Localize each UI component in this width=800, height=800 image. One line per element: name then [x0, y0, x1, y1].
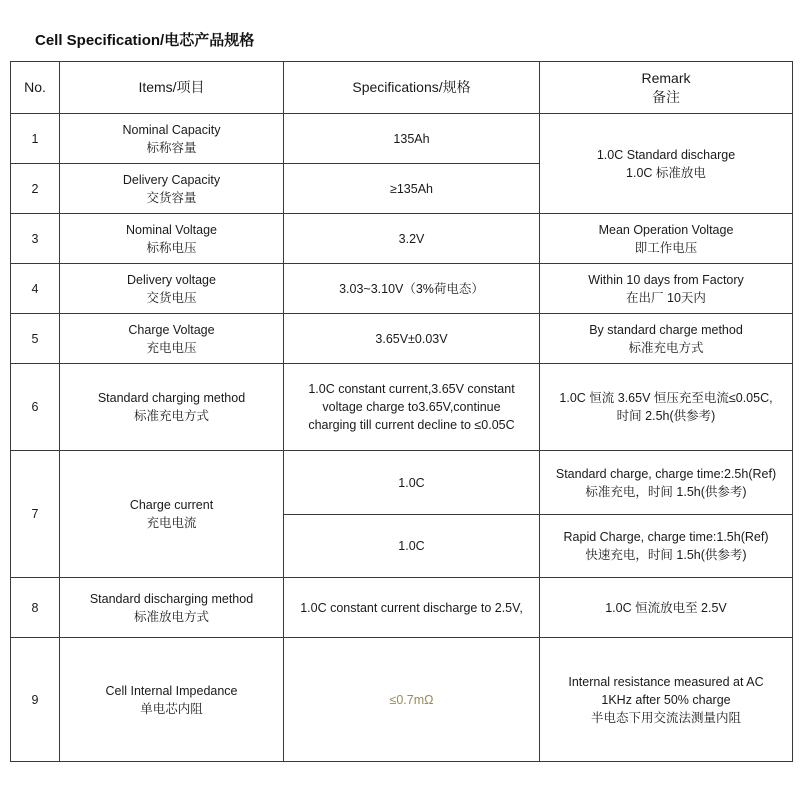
- row-no: 9: [11, 638, 60, 762]
- remark-cell: [540, 214, 793, 264]
- spec-cell: ≥135Ah: [284, 164, 540, 214]
- remark-cell: [540, 451, 793, 515]
- remark-cell: [540, 264, 793, 314]
- row-no: 6: [11, 364, 60, 451]
- row-no: 1: [11, 114, 60, 164]
- remark-cell: 1.0C 恒流放电至 2.5V: [540, 578, 793, 638]
- item-cn: 交货电压: [146, 290, 197, 305]
- table-row: [11, 364, 793, 451]
- item-cell: [60, 164, 284, 214]
- item-cn: 交货容量: [146, 190, 197, 205]
- header-no: No.: [11, 62, 60, 114]
- spec-cell: 1.0C constant current discharge to 2.5V,: [284, 578, 540, 638]
- remark-line: 即工作电压: [634, 240, 698, 255]
- remark-line: 1KHz after 50% charge: [601, 692, 731, 707]
- item-cell: [60, 214, 284, 264]
- spec-cell: ≤0.7mΩ: [284, 638, 540, 762]
- remark-cell: [540, 638, 793, 762]
- remark-cell: [540, 364, 793, 451]
- row-no: 8: [11, 578, 60, 638]
- item-cn: 标称容量: [146, 140, 197, 155]
- table-row: [11, 114, 793, 164]
- item-cell: [60, 364, 284, 451]
- remark-line: 在出厂 10天内: [626, 290, 706, 305]
- spec-cell: 135Ah: [284, 114, 540, 164]
- item-cn: 标准放电方式: [133, 609, 209, 624]
- remark-cell: [540, 515, 793, 578]
- remark-line: 1.0C 标准放电: [626, 165, 706, 180]
- header-remark: [540, 62, 793, 114]
- table-row: [11, 638, 793, 762]
- row-no: 4: [11, 264, 60, 314]
- header-remark-en: Remark: [641, 69, 691, 86]
- item-cell: [60, 314, 284, 364]
- row-no: 7: [11, 451, 60, 578]
- item-cell: [60, 264, 284, 314]
- item-cn: 单电芯内阻: [140, 701, 203, 716]
- remark-line: 半电态下用交流法测量内阻: [590, 710, 741, 725]
- item-en: Delivery Capacity: [122, 172, 221, 187]
- remark-cell: [540, 314, 793, 364]
- header-items: Items/项目: [60, 62, 284, 114]
- remark-line: Within 10 days from Factory: [588, 272, 744, 287]
- item-cell: [60, 451, 284, 578]
- item-en: Standard charging method: [97, 391, 246, 405]
- spec-cell: [284, 364, 540, 451]
- remark-line: 快速充电，时间 1.5h(供参考): [585, 548, 747, 562]
- header-remark-cn: 备注: [652, 88, 680, 105]
- spec-cell: 1.0C: [284, 515, 540, 578]
- remark-line: 标准充电方式: [628, 340, 704, 355]
- table-row: [11, 214, 793, 264]
- remark-line: Mean Operation Voltage: [598, 222, 734, 237]
- table-row: [11, 451, 793, 515]
- item-cn: 标称电压: [146, 240, 197, 255]
- spec-cell: 3.03~3.10V（3%荷电态）: [284, 264, 540, 314]
- item-cell: [60, 638, 284, 762]
- item-en: Nominal Voltage: [125, 222, 218, 237]
- table-row: [11, 314, 793, 364]
- item-en: Delivery voltage: [127, 272, 216, 287]
- item-cn: 充电电压: [146, 340, 197, 355]
- item-en: Cell Internal Impedance: [105, 683, 238, 698]
- remark-cell: [540, 114, 793, 214]
- remark-line: 时间 2.5h(供参考): [616, 409, 716, 423]
- row-no: 5: [11, 314, 60, 364]
- spec-cell: 3.2V: [284, 214, 540, 264]
- item-cn: 标准充电方式: [133, 409, 209, 423]
- spec-table: [10, 61, 793, 762]
- remark-line: By standard charge method: [589, 322, 743, 337]
- remark-line: 标准充电，时间 1.5h(供参考): [585, 484, 747, 499]
- table-row: [11, 578, 793, 638]
- header-row: [11, 62, 793, 114]
- item-en: Charge current: [129, 498, 214, 512]
- remark-line: 1.0C Standard discharge: [596, 147, 736, 162]
- item-en: Charge Voltage: [128, 322, 215, 337]
- item-cell: [60, 578, 284, 638]
- remark-line: Internal resistance measured at AC: [568, 674, 764, 689]
- item-cell: [60, 114, 284, 164]
- row-no: 2: [11, 164, 60, 214]
- spec-cell: 1.0C: [284, 451, 540, 515]
- item-en: Standard discharging method: [89, 591, 254, 606]
- table-row: [11, 264, 793, 314]
- remark-line: Rapid Charge, charge time:1.5h(Ref): [563, 530, 769, 544]
- spec-line: 1.0C constant current,3.65V constant: [308, 382, 515, 396]
- remark-line: Standard charge, charge time:2.5h(Ref): [555, 466, 777, 481]
- item-en: Nominal Capacity: [122, 122, 221, 137]
- item-cn: 充电电流: [146, 516, 197, 530]
- spec-line: charging till current decline to ≤0.05C: [308, 418, 515, 432]
- header-spec: Specifications/规格: [284, 62, 540, 114]
- page-title: Cell Specification/电芯产品规格: [35, 32, 255, 49]
- spec-cell: 3.65V±0.03V: [284, 314, 540, 364]
- remark-line: 1.0C 恒流 3.65V 恒压充至电流≤0.05C,: [559, 391, 773, 405]
- spec-line: voltage charge to3.65V,continue: [322, 400, 501, 414]
- row-no: 3: [11, 214, 60, 264]
